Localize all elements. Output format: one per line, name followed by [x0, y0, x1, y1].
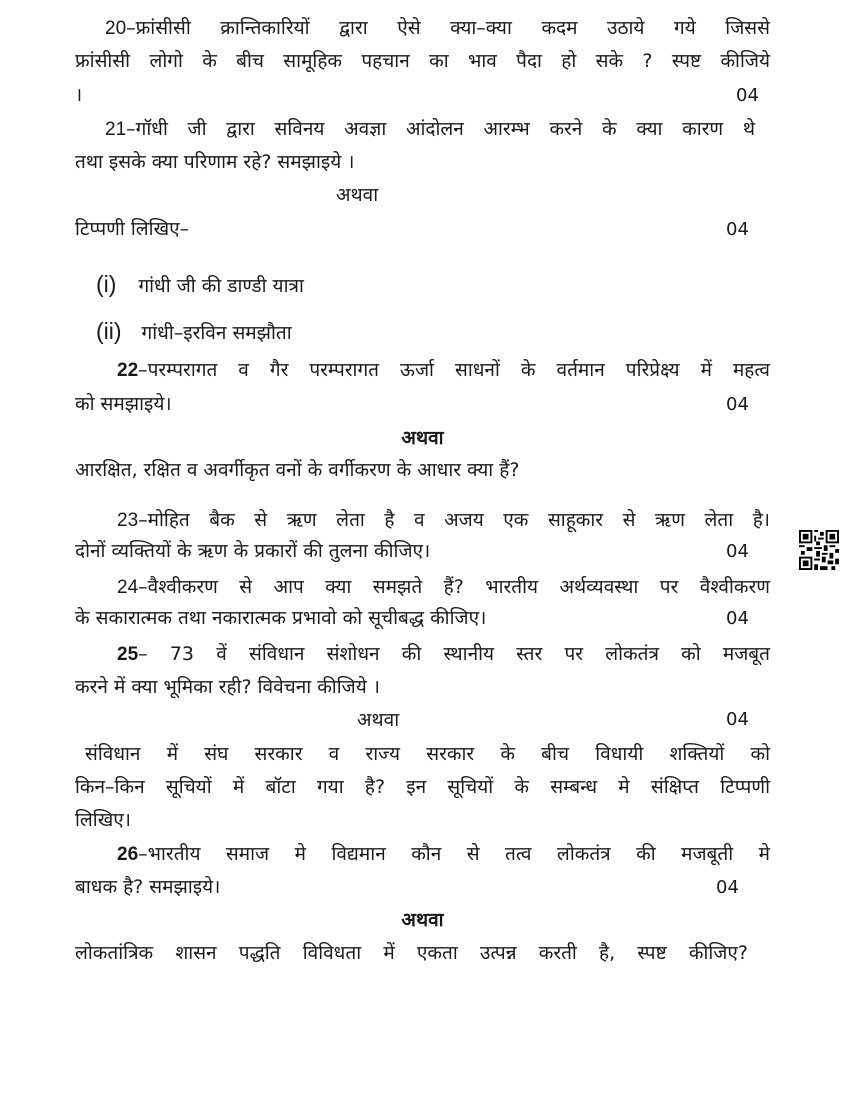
q21-note: टिप्पणी लिखिए–	[75, 218, 190, 240]
q22-marks: 04	[726, 394, 749, 415]
q25-alternative-line-3: लिखिए।	[75, 809, 131, 831]
q23-line-2: दोनों व्यक्तियों के ऋण के प्रकारों की तुलना कीजिए।	[75, 540, 431, 562]
q25-marks: 04	[726, 709, 749, 730]
q20-line-1: 20–फ्रांसीसी क्रान्तिकारियों द्वारा ऐसे क्या–क्या कदम उठाये गये जिससे	[105, 17, 770, 39]
q26-line-1: 26–भारतीय समाज मे विद्यमान कौन से तत्व लोकतंत्र की मजबूती मे	[117, 843, 770, 865]
q23-marks: 04	[726, 541, 749, 562]
q21-option-1-number: (i)	[96, 271, 117, 297]
q20-line-3: ।	[75, 84, 83, 106]
q23-line-1: 23–मोहित बैक से ऋण लेता है व अजय एक साहूकार से ऋण लेता है।	[117, 509, 770, 531]
q20-number: 20	[105, 18, 127, 39]
q22-alternative: आरक्षित, रक्षित व अवर्गीकृत वनों के वर्गीकरण के आधार क्या हैं?	[75, 459, 520, 481]
q21-option-2-number: (ii)	[96, 318, 122, 344]
q24-marks: 04	[726, 608, 749, 629]
q24-number: 24	[117, 577, 139, 598]
q21-or: अथवा	[336, 184, 379, 206]
q25-line-1: 25– 73 वें संविधान संशोधन की स्थानीय स्तर पर लोकतंत्र को मजबूत	[117, 643, 770, 665]
qr-code-icon	[799, 530, 839, 570]
q25-number: 25	[117, 644, 139, 665]
q24-line-2: के सकारात्मक तथा नकारात्मक प्रभावो को सूचीबद्ध कीजिए।	[75, 607, 487, 629]
q25-alternative-line-2: किन–किन सूचियों में बॉटा गया है? इन सूचियों के सम्बन्ध मे संक्षिप्त टिप्पणी	[75, 776, 770, 798]
q22-or: अथवा	[401, 427, 444, 449]
q25-or: अथवा	[357, 709, 400, 731]
q26-alternative: लोकतांत्रिक शासन पद्धति विविधता में एकता उत्पन्न करती है, स्पष्ट कीजिए?	[75, 942, 748, 964]
q21-marks: 04	[726, 219, 749, 240]
q25-alternative-line-1: संविधान में संघ सरकार व राज्य सरकार के बीच विधायी शक्तियों को	[85, 743, 770, 765]
q21-line-1: 21–गॉधी जी द्वारा सविनय अवज्ञा आंदोलन आरम्भ करने के क्या कारण थे	[105, 118, 755, 140]
q21-number: 21	[105, 119, 127, 140]
q21-line-2: तथा इसके क्या परिणाम रहे? समझाइये ।	[75, 151, 355, 173]
q24-line-1: 24–वैश्वीकरण से आप क्या समझते हैं? भारतीय अर्थव्यवस्था पर वैश्वीकरण	[117, 576, 770, 598]
q20-marks: 04	[736, 85, 759, 106]
q22-number: 22	[117, 360, 139, 381]
q26-line-2: बाधक है? समझाइये।	[75, 876, 221, 898]
q21-option-1: (i) गांधी जी की डाण्डी यात्रा	[96, 271, 304, 297]
q22-line-2: को समझाइये।	[75, 393, 172, 415]
q22-line-1: 22–परम्परागत व गैर परम्परागत ऊर्जा साधनों के वर्तमान परिप्रेक्ष्य में महत्व	[117, 359, 770, 381]
q26-or: अथवा	[401, 909, 444, 931]
q26-number: 26	[117, 844, 139, 865]
q23-number: 23	[117, 510, 139, 531]
q26-marks: 04	[716, 877, 739, 898]
q21-option-2: (ii) गांधी–इरविन समझौता	[96, 318, 292, 344]
q20-line-2: फ्रांसीसी लोगो के बीच सामूहिक पहचान का भाव पैदा हो सके ? स्पष्ट कीजिये	[75, 50, 770, 72]
q25-line-2: करने में क्या भूमिका रही? विवेचना कीजिये ।	[75, 676, 381, 698]
